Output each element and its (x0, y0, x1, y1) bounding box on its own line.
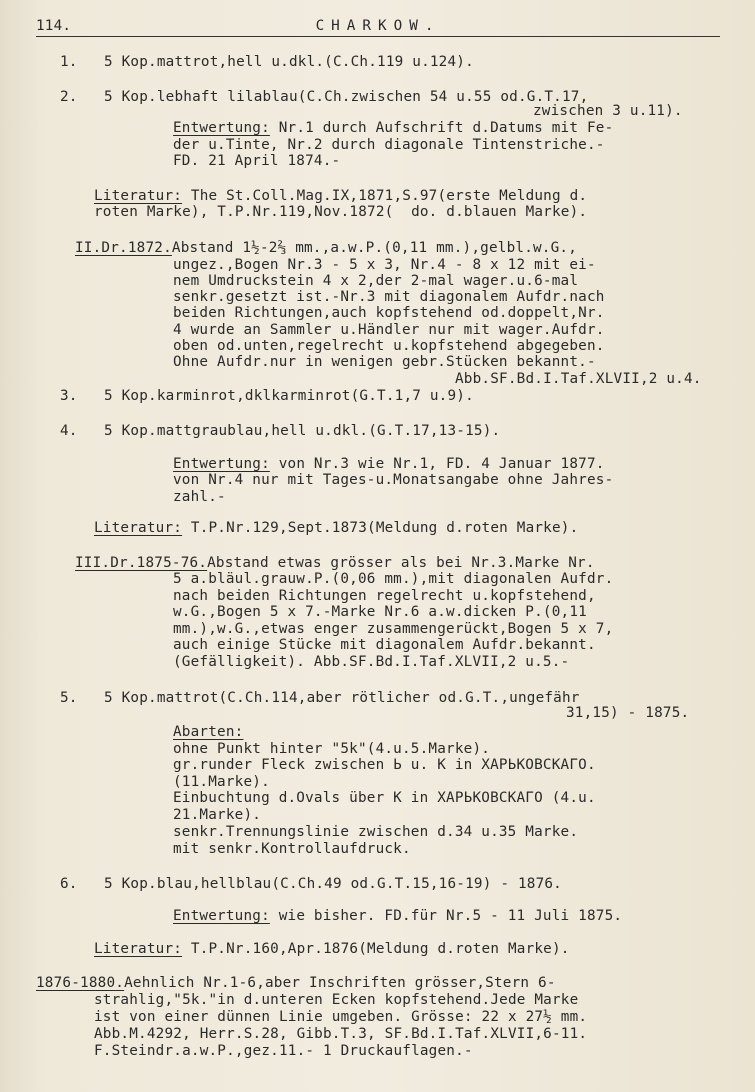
literatur-1-label: Literatur: (94, 188, 183, 204)
abarten-label: Abarten: (173, 724, 244, 740)
literatur-1-line-2: roten Marke), T.P.Nr.119,Nov.1872( do. d.blauen Marke). (94, 204, 588, 220)
druck-ii-line-6: 4 wurde an Sammler u.Händler nur mit wager.Aufdr. (173, 322, 605, 338)
druck-ii-heading (75, 240, 577, 257)
entwertung-2-line-2: von Nr.4 nur mit Tages-u.Monatsangabe ohne Jahres- (173, 472, 614, 488)
entwertung-2 (173, 456, 605, 473)
item-4-text: 5 Kop.mattgraublau,hell u.dkl.(G.T.17,13-15). (104, 423, 501, 439)
section-1876-label: 1876-1880. (36, 975, 125, 991)
entwertung-1-line-1: Nr.1 durch Aufschrift d.Datums mit Fe- (269, 120, 614, 136)
literatur-3 (94, 941, 570, 958)
entwertung-1 (173, 120, 613, 137)
entwertung-2-label: Entwertung: (173, 456, 270, 472)
literatur-3-line-1: T.P.Nr.160,Apr.1876(Meldung d.roten Marke). (182, 941, 570, 957)
literatur-1-line-1: The St.Coll.Mag.IX,1871,S.97(erste Meldung d. (182, 188, 588, 204)
druck-ii-line-8: Ohne Aufdr.nur in wenigen gebr.Stücken bekannt.- (173, 354, 596, 370)
entwertung-2-line-3: zahl.- (173, 489, 226, 505)
item-1-text: 5 Kop.mattrot,hell u.dkl.(C.Ch.119 u.124). (104, 54, 474, 70)
item-2-number: 2. (60, 89, 78, 105)
entwertung-3-line-1: wie bisher. FD.für Nr.5 - 11 Juli 1875. (269, 908, 623, 924)
item-1-number: 1. (60, 54, 78, 70)
entwertung-2-line-1: von Nr.3 wie Nr.1, FD. 4 Januar 1877. (269, 456, 605, 472)
section-1876-line-2: strahlig,"5k."in d.unteren Ecken kopfstehend.Jede Marke (94, 992, 579, 1008)
item-2-continuation: zwischen 3 u.11). (533, 103, 683, 119)
item-2-text: 5 Kop.lebhaft lilablau(C.Ch.zwischen 54 u.55 od.G.T.17, (104, 89, 589, 105)
abarten-line-2: gr.runder Fleck zwischen Ь u. К in ХАРЬКОВСКАГО. (173, 757, 596, 773)
literatur-2-line-1: T.P.Nr.129,Sept.1873(Meldung d.roten Marke). (182, 520, 579, 536)
entwertung-1-line-2: der u.Tinte, Nr.2 durch diagonale Tintenstriche.- (173, 137, 605, 153)
abarten-line-5: 21.Marke). (173, 807, 262, 823)
druck-ii-line-2: ungez.,Bogen Nr.3 - 5 x 3, Nr.4 - 8 x 12 mit ei- (173, 257, 596, 273)
page-title: CHARKOW. (315, 18, 441, 34)
druck-iii-line-6: auch einige Stücke mit diagonalem Aufdr.bekannt. (173, 637, 596, 653)
item-4-number: 4. (60, 423, 78, 439)
druck-ii-line-1: Abstand 1½-2⅔ mm.,a.w.P.(0,11 mm.),gelbl.w.G., (171, 240, 578, 256)
section-1876-heading (36, 975, 556, 992)
section-1876-line-3: ist von einer dünnen Linie umgeben. Grösse: 22 x 27½ mm. (94, 1009, 588, 1025)
header-rule (36, 36, 720, 37)
item-6-number: 6. (60, 876, 78, 892)
druck-iii-line-2: 5 a.bläul.grauw.P.(0,06 mm.),mit diagonalen Aufdr. (173, 571, 614, 587)
druck-ii-line-9: Abb.SF.Bd.I.Taf.XLVII,2 u.4. (455, 371, 702, 387)
abarten-line-4: Einbuchtung d.Ovals über К in ХАРЬКОВСКАГО (4.u. (173, 790, 596, 806)
section-1876-line-4: Abb.M.4292, Herr.S.28, Gibb.T.3, SF.Bd.I.Taf.XLVII,6-11. (94, 1026, 588, 1042)
druck-iii-line-7: (Gefälligkeit). Abb.SF.Bd.I.Taf.XLVII,2 u.5.- (173, 654, 570, 670)
entwertung-3 (173, 908, 622, 925)
druck-iii-line-5: mm.),w.G.,etwas enger zusammengerückt,Bogen 5 x 7, (173, 621, 614, 637)
section-1876-line-1: Aehnlich Nr.1-6,aber Inschriften grösser,Stern 6- (124, 975, 556, 991)
druck-iii-line-4: w.G.,Bogen 5 x 7.-Marke Nr.6 a.w.dicken P.(0,11 (173, 604, 587, 620)
abarten-line-3: (11.Marke). (173, 774, 270, 790)
druck-iii-line-1: Abstand etwas grösser als bei Nr.3.Marke Nr. (207, 555, 595, 571)
abarten-line-7: mit senkr.Kontrollaufdruck. (173, 841, 411, 857)
druck-ii-line-7: oben od.unten,regelrecht u.kopfstehend abgegeben. (173, 338, 605, 354)
item-3-text: 5 Kop.karminrot,dklkarminrot(G.T.1,7 u.9). (104, 388, 474, 404)
abarten-line-1: ohne Punkt hinter "5k"(4.u.5.Marke). (173, 741, 491, 757)
literatur-3-label: Literatur: (94, 941, 183, 957)
entwertung-1-line-3: FD. 21 April 1874.- (173, 153, 341, 169)
literatur-1 (94, 188, 587, 205)
druck-ii-line-5: beiden Richtungen,auch kopfstehend od.doppelt,Nr. (173, 305, 605, 321)
item-5-text: 5 Kop.mattrot(C.Ch.114,aber rötlicher od.G.T.,ungefähr (104, 690, 580, 706)
literatur-2 (94, 520, 578, 537)
druck-ii-label: II.Dr.1872. (75, 240, 172, 256)
druck-ii-line-4: senkr.gesetzt ist.-Nr.3 mit diagonalem Aufdr.nach (173, 289, 605, 305)
druck-iii-line-3: nach beiden Richtungen regelrecht u.kopfstehend, (173, 588, 596, 604)
druck-iii-label: III.Dr.1875-76. (75, 555, 208, 571)
section-1876-line-5: F.Steindr.a.w.P.,gez.11.- 1 Druckauflagen.- (94, 1043, 473, 1059)
item-5-continuation: 31,15) - 1875. (566, 705, 690, 721)
druck-ii-line-3: nem Umdruckstein 4 x 2,der 2-mal wager.u.6-mal (173, 273, 579, 289)
abarten-line-6: senkr.Trennungslinie zwischen d.34 u.35 Marke. (173, 824, 579, 840)
item-3-number: 3. (60, 388, 78, 404)
item-6-text: 5 Kop.blau,hellblau(C.Ch.49 od.G.T.15,16-19) - 1876. (104, 876, 562, 892)
literatur-2-label: Literatur: (94, 520, 183, 536)
entwertung-1-label: Entwertung: (173, 120, 270, 136)
page-header (36, 18, 720, 36)
druck-iii-heading (75, 555, 595, 572)
page-number: 114. (36, 18, 72, 34)
item-5-number: 5. (60, 690, 78, 706)
entwertung-3-label: Entwertung: (173, 908, 270, 924)
